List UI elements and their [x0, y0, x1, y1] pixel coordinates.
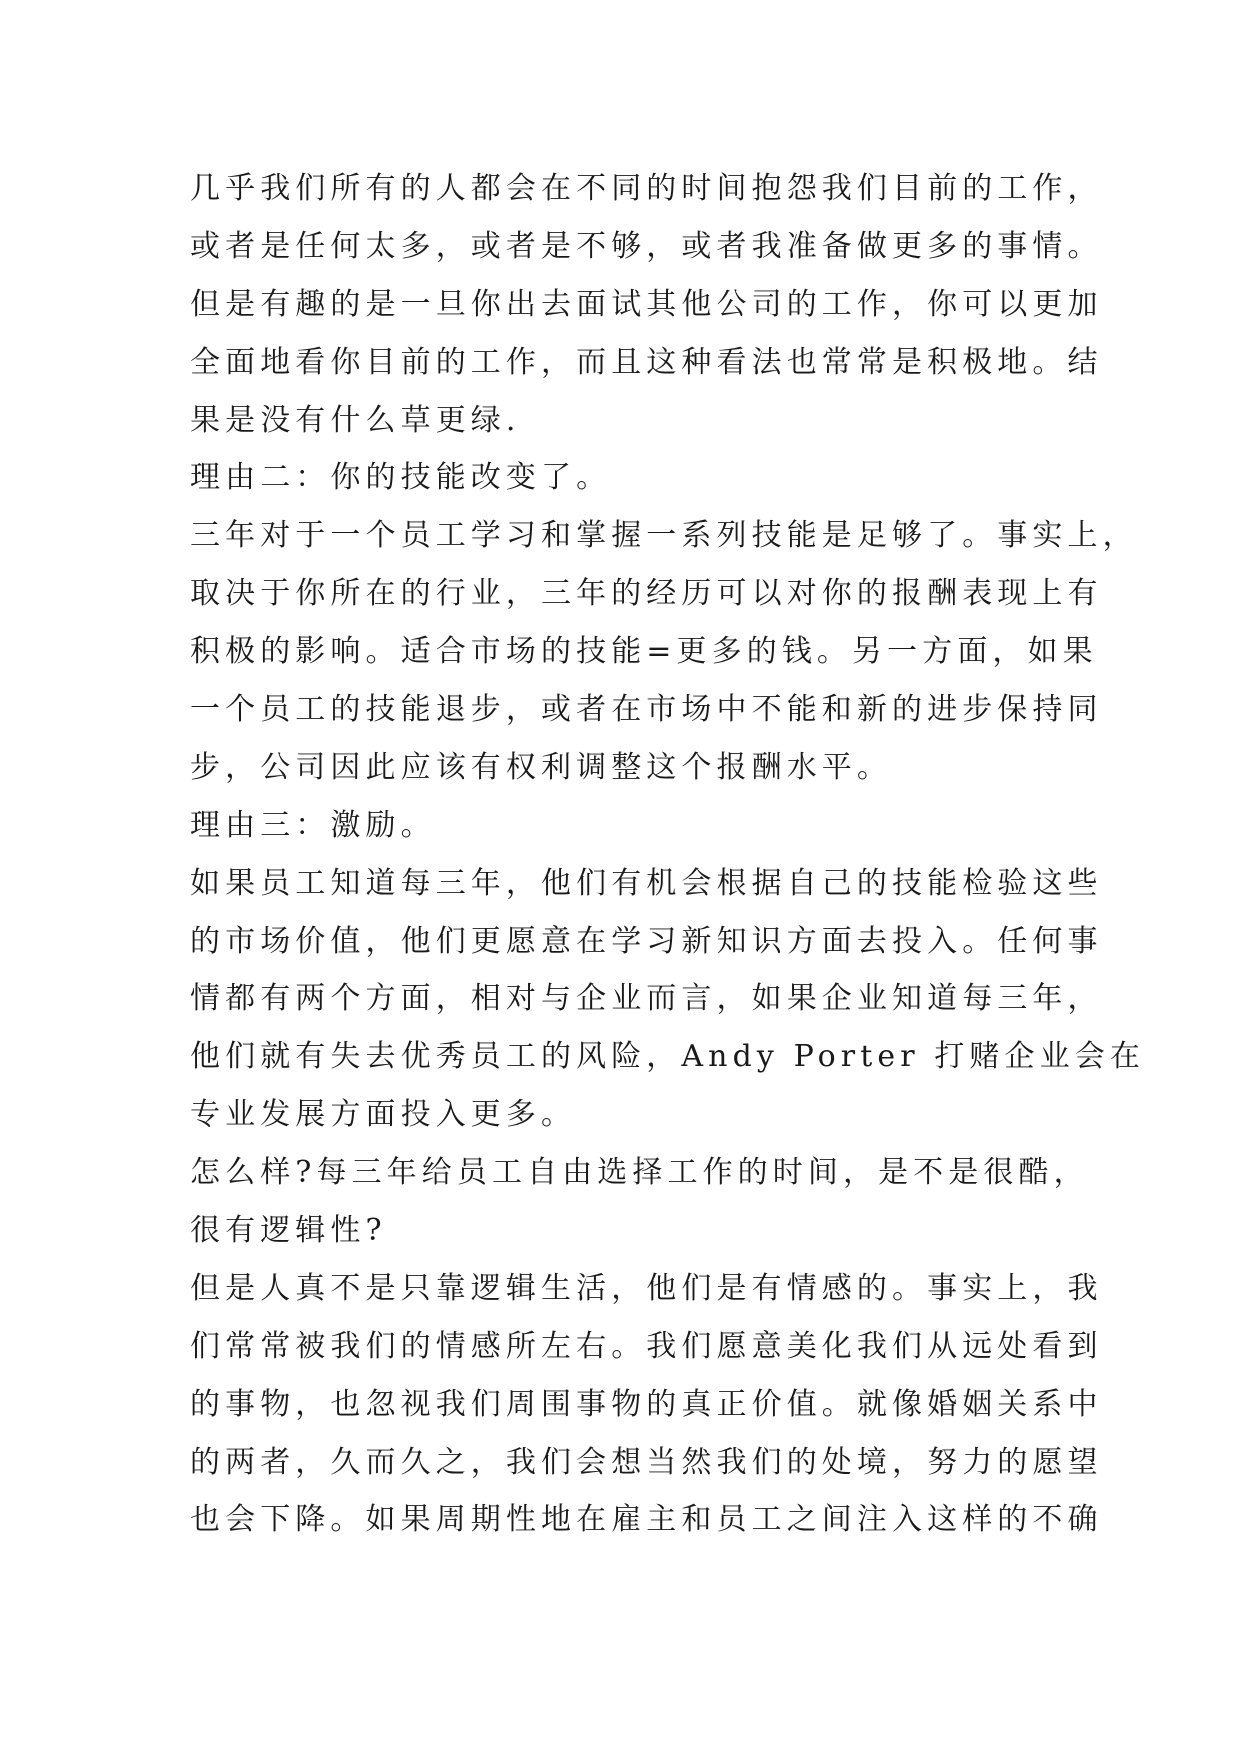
text-line: 也会下降。如果周期性地在雇主和员工之间注入这样的不确 — [190, 1502, 1103, 1538]
text-line: 专业发展方面投入更多。 — [190, 1097, 577, 1133]
text-line: 的两者，久而久之，我们会想当然我们的处境，努力的愿望 — [190, 1444, 1103, 1480]
text-line: 们常常被我们的情感所左右。我们愿意美化我们从远处看到 — [190, 1328, 1103, 1364]
text-line: 如果员工知道每三年，他们有机会根据自己的技能检验这些 — [190, 865, 1103, 901]
text-line: 果是没有什么草更绿. — [190, 402, 521, 438]
text-line: 怎么样?每三年给员工自由选择工作的时间，是不是很酷， — [190, 1155, 1089, 1191]
text-line: 一个员工的技能退步，或者在市场中不能和新的进步保持同 — [190, 692, 1103, 728]
text-line: 取决于你所在的行业，三年的经历可以对你的报酬表现上有 — [190, 576, 1103, 612]
text-line: 他们就有失去优秀员工的风险，Andy Porter 打赌企业会在 — [190, 1039, 1145, 1075]
document-body — [190, 160, 1145, 1549]
text-line: 或者是任何太多，或者是不够，或者我准备做更多的事情。 — [190, 228, 1103, 264]
text-line: 三年对于一个员工学习和掌握一系列技能是足够了。事实上， — [190, 518, 1138, 554]
text-line: 几乎我们所有的人都会在不同的时间抱怨我们目前的工作， — [190, 171, 1103, 206]
text-line: 积极的影响。适合市场的技能=更多的钱。另一方面，如果 — [190, 634, 1098, 670]
text-line: 的市场价值，他们更愿意在学习新知识方面去投入。任何事 — [190, 923, 1103, 959]
text-line: 的事物，也忽视我们周围事物的真正价值。就像婚姻关系中 — [190, 1386, 1103, 1422]
text-line: 情都有两个方面，相对与企业而言，如果企业知道每三年， — [190, 981, 1103, 1017]
text-line: 但是人真不是只靠逻辑生活，他们是有情感的。事实上，我 — [190, 1270, 1103, 1306]
section-heading: 理由二：你的技能改变了。 — [190, 460, 612, 496]
section-heading: 理由三：激励。 — [190, 807, 436, 843]
text-line: 全面地看你目前的工作，而且这种看法也常常是积极地。结 — [190, 344, 1103, 380]
text-line: 步，公司因此应该有权利调整这个报酬水平。 — [190, 749, 892, 785]
text-line: 很有逻辑性? — [190, 1213, 387, 1249]
text-line: 但是有趣的是一旦你出去面试其他公司的工作，你可以更加 — [190, 286, 1103, 322]
